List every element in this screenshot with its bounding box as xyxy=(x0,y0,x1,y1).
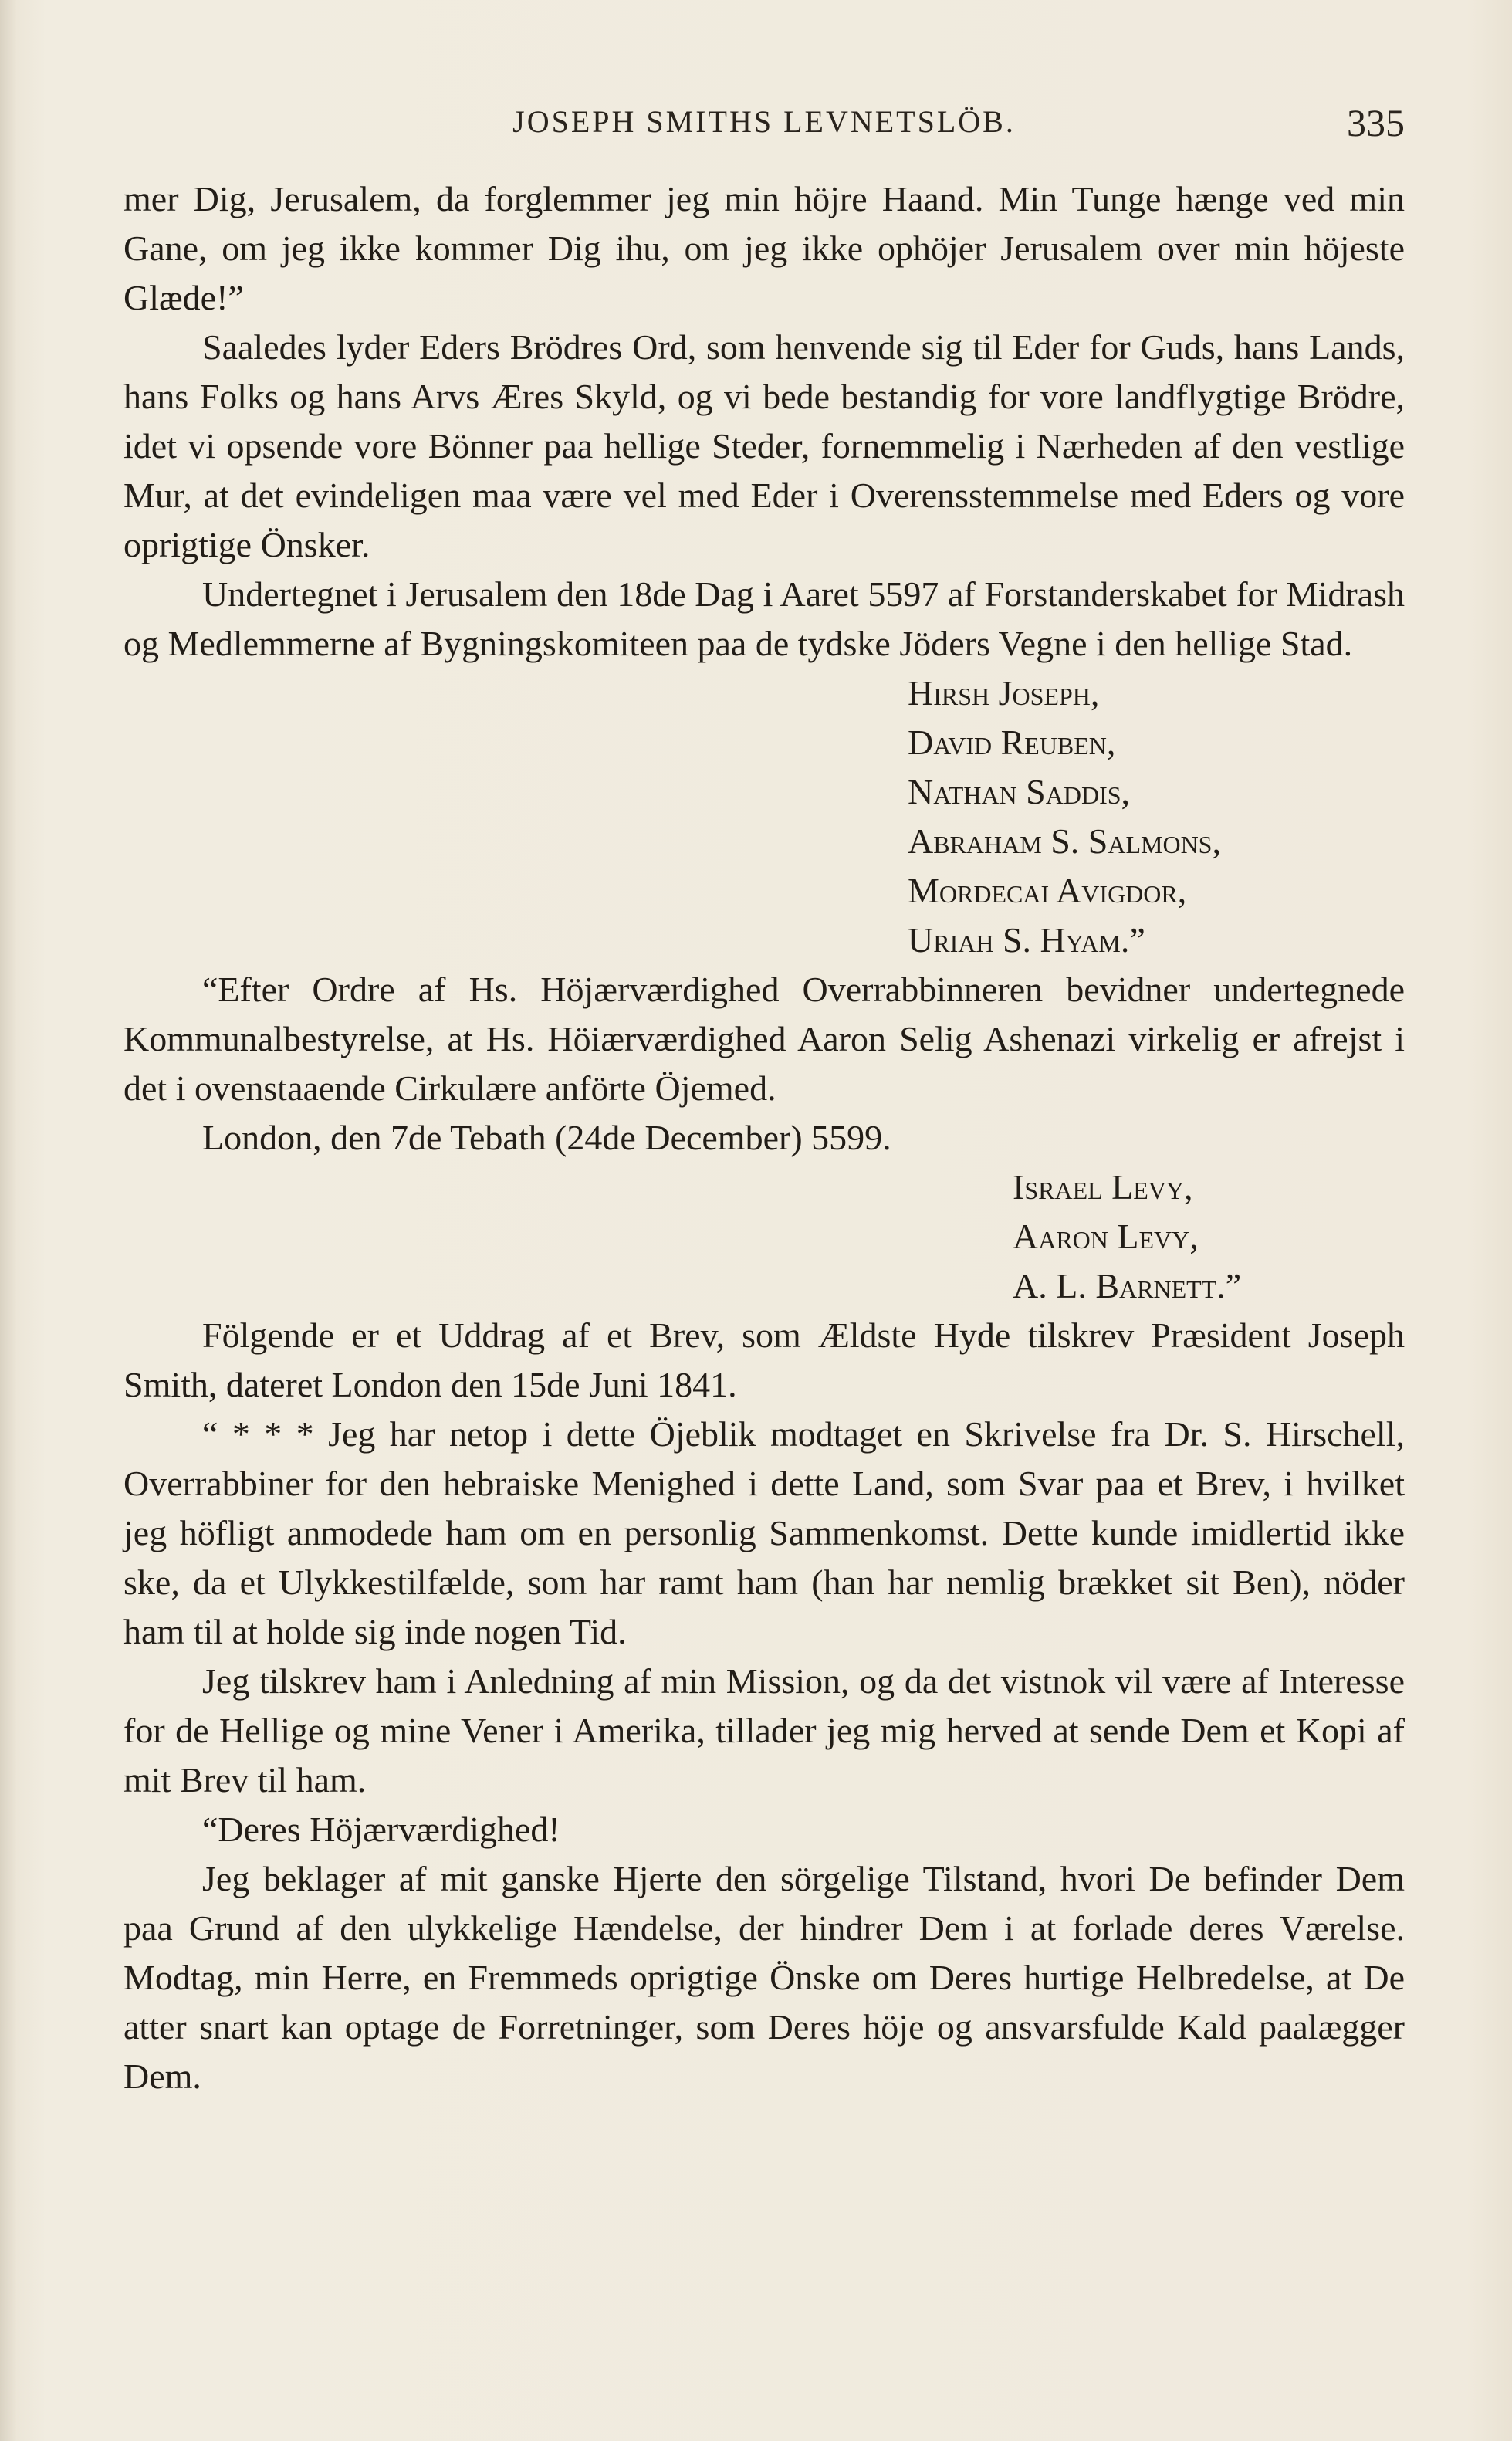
paragraph: Saaledes lyder Eders Brödres Ord, som henvende sig til Eder for Guds, hans Lands, hans Folks og hans Arvs Æres Skyld, og vi bede bestandig for vore landflygtige Brödre, idet vi opsende vore Bönner paa hellige Steder, fornemmelig i Nærheden af den vestlige Mur, at det evindeligen maa være vel med Eder i Overensstemmelse med Eders og vore oprigtige Önsker. xyxy=(123,327,1405,564)
paragraph-letter-excerpt: “ * * * Jeg har netop i dette Öjeblik modtaget en Skrivelse fra Dr. S. Hirschell, Overrabbiner for den hebraiske Menighed i dette Land, som Svar paa et Brev, i hvilket jeg höfligt anmodede ham om en personlig Sammenkomst. Dette kunde imidlertid ikke ske, da et Ulykkestilfælde, som har ramt ham (han har nemlig brækket sit Ben), nöder ham til at holde sig inde nogen Tid. xyxy=(123,1414,1405,1651)
signature-block-london xyxy=(123,1163,1405,1311)
signature-line: Nathan Saddis, xyxy=(908,772,1131,811)
paragraph: Jeg beklager af mit ganske Hjerte den sörgelige Tilstand, hvori De befinder Dem paa Grund af den ulykkelige Hændelse, der hindrer Dem i at forlade deres Værelse. Modtag, min Herre, en Fremmeds oprigtige Önske om Deres hurtige Helbredelse, at De atter snart kan optage de Forretninger, som Deres höje og ansvarsfulde Kald paalægger Dem. xyxy=(123,1859,1405,2096)
paragraph: Undertegnet i Jerusalem den 18de Dag i Aaret 5597 af Forstanderskabet for Midrash og Medlemmerne af Bygningskomiteen paa de tydske Jöders Vegne i den hellige Stad. xyxy=(123,574,1405,663)
signature-line: Aaron Levy, xyxy=(1013,1217,1199,1256)
signature-line: Hirsh Joseph, xyxy=(908,673,1100,713)
paragraph: Fölgende er et Uddrag af et Brev, som Ældste Hyde tilskrev Præsident Joseph Smith, dateret London den 15de Juni 1841. xyxy=(123,1315,1405,1404)
paragraph: “Efter Ordre af Hs. Höjærværdighed Overrabbinneren bevidner undertegnede Kommunalbestyrelse, at Hs. Höiærværdighed Aaron Selig Ashenazi virkelig er afrejst i det i ovenstaaende Cirkulære anförte Öjemed. xyxy=(123,970,1405,1108)
signature-line: Uriah S. Hyam.” xyxy=(908,920,1145,960)
signature-line: Mordecai Avigdor, xyxy=(908,871,1187,910)
page-header xyxy=(123,100,1405,147)
paragraph-continuation: mer Dig, Jerusalem, da forglemmer jeg min höjre Haand. Min Tunge hænge ved min Gane, om jeg ikke kommer Dig ihu, om jeg ikke ophöjer Jerusalem over min höjeste Glæde!” xyxy=(123,179,1405,317)
signature-block-jerusalem xyxy=(123,669,1405,965)
page-number: 335 xyxy=(1347,101,1405,144)
page-body xyxy=(123,174,1405,2101)
signature-line: Israel Levy, xyxy=(1013,1167,1193,1207)
letter-salutation: “Deres Höjærværdighed! xyxy=(202,1810,560,1849)
paragraph: Jeg tilskrev ham i Anledning af min Mission, og da det vistnok vil være af Interesse for de Hellige og mine Vener i Amerika, tillader jeg mig herved at sende Dem et Kopi af mit Brev til ham. xyxy=(123,1661,1405,1799)
signature-line: Abraham S. Salmons, xyxy=(908,821,1221,861)
signature-line: David Reuben, xyxy=(908,723,1116,762)
signature-line: A. L. Barnett.” xyxy=(1013,1266,1242,1305)
running-title: JOSEPH SMITHS LEVNETSLÖB. xyxy=(512,104,1016,139)
dateline: London, den 7de Tebath (24de December) 5599. xyxy=(202,1118,891,1157)
